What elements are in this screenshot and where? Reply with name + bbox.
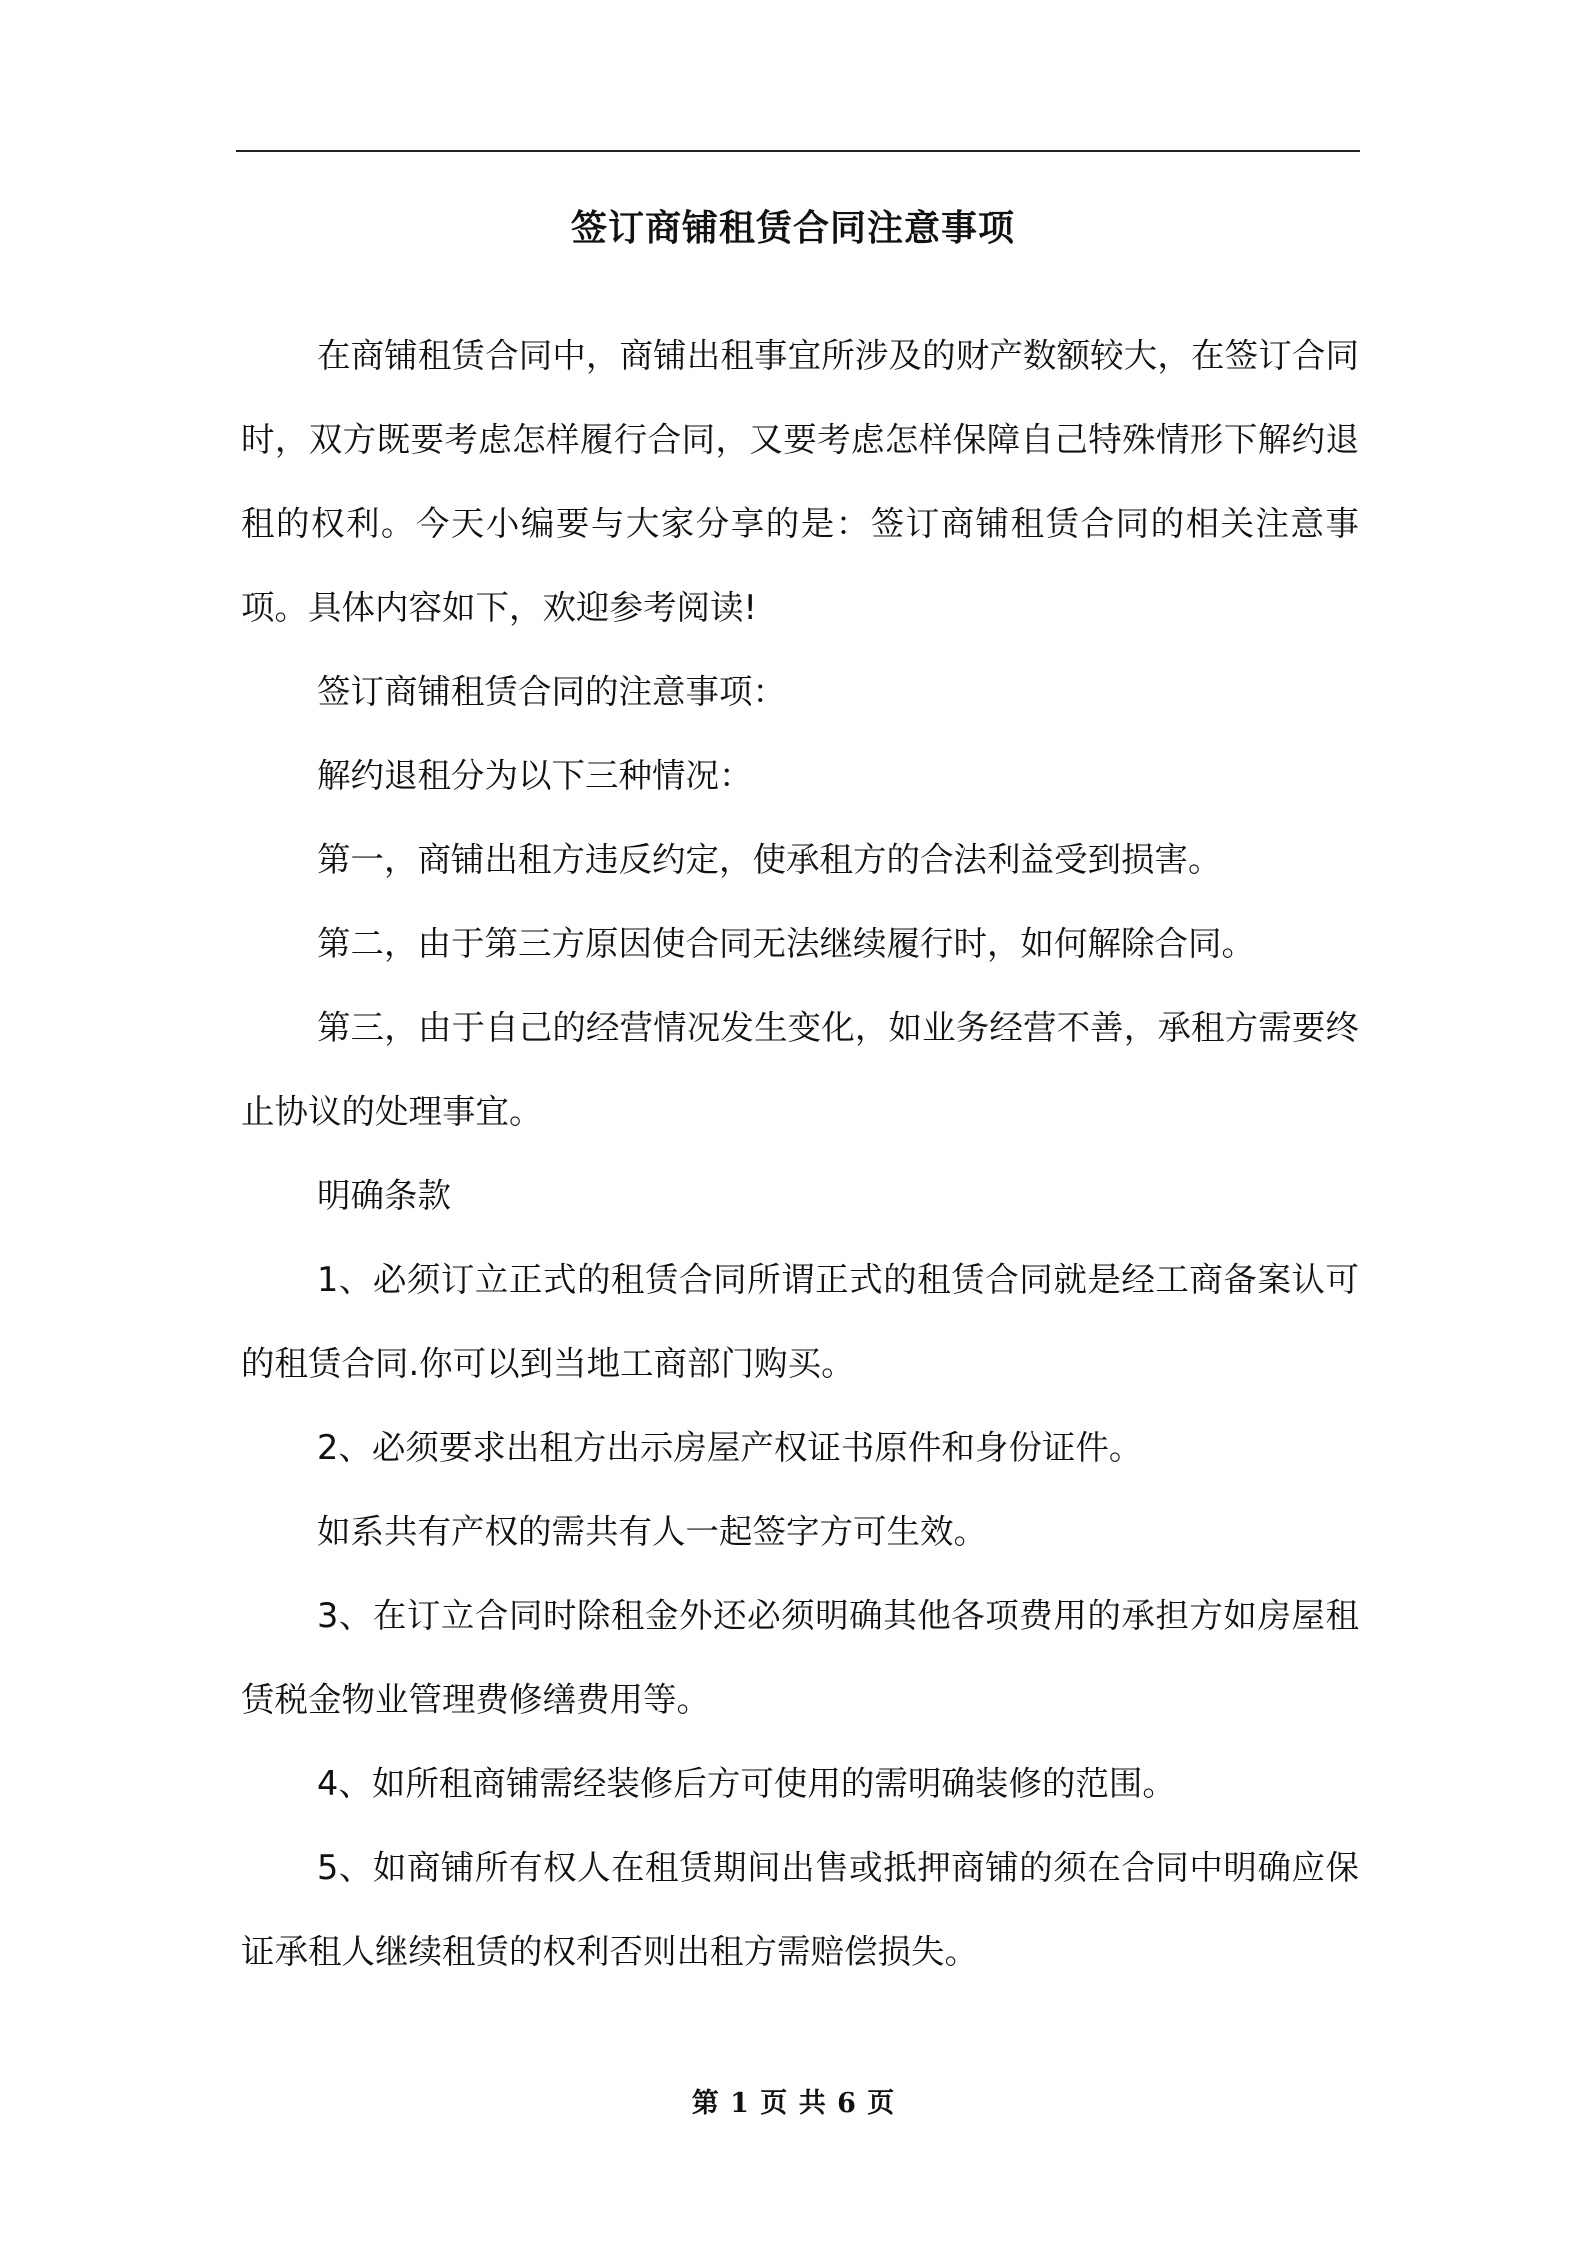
paragraph-termination-intro: 解约退租分为以下三种情况： bbox=[317, 756, 753, 795]
document-title: 签订商铺租赁合同注意事项 bbox=[570, 208, 1015, 249]
paragraph-case-2: 第二，由于第三方原因使合同无法继续履行时，如何解除合同。 bbox=[317, 924, 1255, 963]
paragraph-intro: 在商铺租赁合同中，商铺出租事宜所涉及的财产数额较大，在签订合同时，双方既要考虑怎样履行合同，又要考虑怎样保障自己特殊情形下解约退租的权利。今天小编要与大家分享的是：签订商铺租赁合同的相关注意事项。具体内容如下，欢迎参考阅读! bbox=[241, 336, 1359, 627]
paragraph-case-3: 第三，由于自己的经营情况发生变化，如业务经营不善，承租方需要终止协议的处理事宜。 bbox=[241, 1008, 1359, 1131]
page-number-footer: 第 1 页 共 6 页 bbox=[691, 2088, 895, 2119]
document-body bbox=[241, 314, 1359, 1994]
paragraph-clauses-heading: 明确条款 bbox=[317, 1176, 451, 1215]
paragraph-clause-2-note: 如系共有产权的需共有人一起签字方可生效。 bbox=[317, 1512, 987, 1551]
paragraph-clause-4: 4、如所租商铺需经装修后方可使用的需明确装修的范围。 bbox=[317, 1764, 1176, 1803]
paragraph-clause-5: 5、如商铺所有权人在租赁期间出售或抵押商铺的须在合同中明确应保证承租人继续租赁的权利否则出租方需赔偿损失。 bbox=[241, 1848, 1359, 1971]
paragraph-case-1: 第一，商铺出租方违反约定，使承租方的合法利益受到损害。 bbox=[317, 840, 1222, 879]
paragraph-clause-2: 2、必须要求出租方出示房屋产权证书原件和身份证件。 bbox=[317, 1428, 1143, 1467]
paragraph-clause-1: 1、必须订立正式的租赁合同所谓正式的租赁合同就是经工商备案认可的租赁合同.你可以到当地工商部门购买。 bbox=[241, 1260, 1359, 1383]
paragraph-notes-heading: 签订商铺租赁合同的注意事项： bbox=[317, 672, 786, 711]
header-rule bbox=[236, 150, 1360, 152]
paragraph-clause-3: 3、在订立合同时除租金外还必须明确其他各项费用的承担方如房屋租赁税金物业管理费修缮费用等。 bbox=[241, 1596, 1359, 1719]
